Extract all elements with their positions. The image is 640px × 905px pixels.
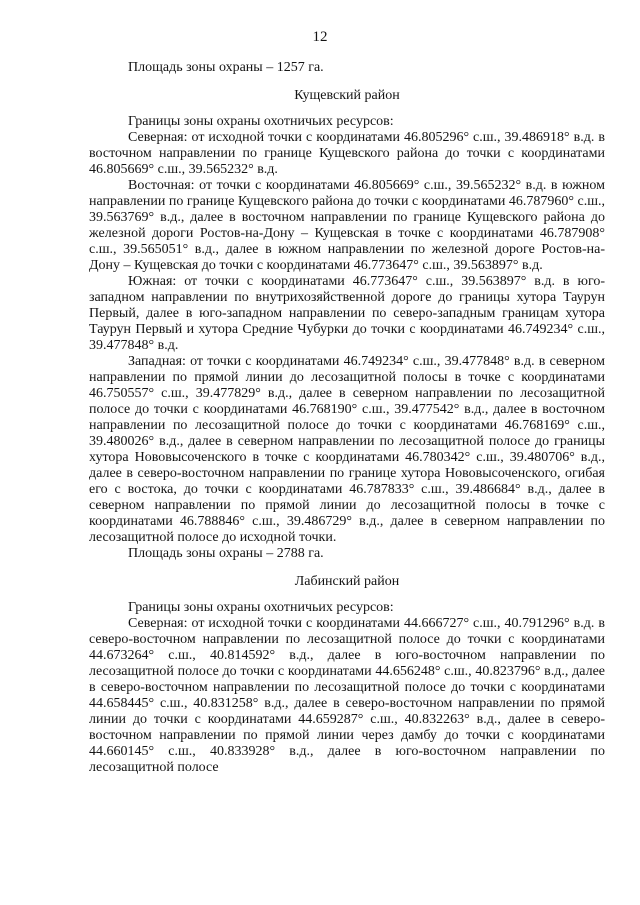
boundary-east: Восточная: от точки с координатами 46.805669° с.ш., 39.565232° в.д. в южном направлении по границе Кущевского района до точки с координатами 46.787960° с.ш., 39.563769° в.д., далее в восточном направлении по границе Кущевского района до железной дороги Ростов-на-Дону – Кущевская в точке с координатами 46.787908° с.ш., 39.565051° в.д., далее в южном направлении по железной дороге Ростов-на-Дону – Кущевская до точки с координатами 46.773647° с.ш., 39.563897° в.д. xyxy=(89,178,605,273)
boundaries-heading-labinsky: Границы зоны охраны охотничьих ресурсов: xyxy=(128,600,394,615)
boundary-north: Северная: от исходной точки с координатами 46.805296° с.ш., 39.486918° в.д. в восточном направлении по границе Кущевского района до точки с координатами 46.805669° с.ш., 39.565232° в.д. xyxy=(89,130,605,177)
document-body xyxy=(89,60,605,776)
district-title-kushchevsky: Кущевский район xyxy=(294,88,400,103)
area-line-previous: Площадь зоны охраны – 1257 га. xyxy=(128,60,324,75)
area-line-kushchevsky: Площадь зоны охраны – 2788 га. xyxy=(128,546,324,561)
district-title-labinsky: Лабинский район xyxy=(294,574,400,589)
boundary-north-labinsky: Северная: от исходной точки с координатами 44.666727° с.ш., 40.791296° в.д. в северо-восточном направлении по лесозащитной полосе до точки с координатами 44.673264° с.ш., 40.814592° в.д., далее в юго-восточном направлении по лесозащитной полосе до точки с координатами 44.656248° с.ш., 40.823796° в.д., далее в северо-восточном направлении по лесозащитной полосе до точки с координатами 44.658445° с.ш., 40.831258° в.д., далее в северо-восточном направлении по прямой линии до точки с координатами 44.659287° с.ш., 40.832263° в.д., далее в северо-восточном направлении по прямой линии через дамбу до точки с координатами 44.660145° с.ш., 40.833928° в.д., далее в юго-восточном направлении по лесозащитной полосе xyxy=(89,616,605,775)
boundaries-heading: Границы зоны охраны охотничьих ресурсов: xyxy=(128,114,394,129)
boundary-west: Западная: от точки с координатами 46.749234° с.ш., 39.477848° в.д. в северном направлении по прямой линии до лесозащитной полосы в точке с координатами 46.750557° с.ш., 39.477829° в.д., далее в северном направлении по лесозащитной полосе до точки с координатами 46.768190° с.ш., 39.477542° в.д., далее в восточном направлении по лесозащитной полосе до точки с координатами 46.768169° с.ш., 39.480026° в.д., далее в северном направлении по лесозащитной полосе до границы хутора Нововысоченского в точке с координатами 46.780342° с.ш., 39.480706° в.д., далее в северо-восточном направлении по границе хутора Нововысоченского, огибая его с востока, до точки с координатами 46.787833° с.ш., 39.486684° в.д., далее в северном направлении по прямой линии до лесозащитной полосы в точке с координатами 46.788846° с.ш., 39.486729° в.д., далее в северном направлении по лесозащитной полосе до исходной точки. xyxy=(89,354,605,545)
page-number: 12 xyxy=(312,29,328,45)
boundary-south: Южная: от точки с координатами 46.773647° с.ш., 39.563897° в.д. в юго-западном направлении по внутрихозяйственной дороге до границы хутора Таурун Первый, далее в юго-западном направлении по северо-западным границам хутора Таурун Первый и хутора Средние Чубурки до точки с координатами 46.749234° с.ш., 39.477848° в.д. xyxy=(89,274,605,353)
